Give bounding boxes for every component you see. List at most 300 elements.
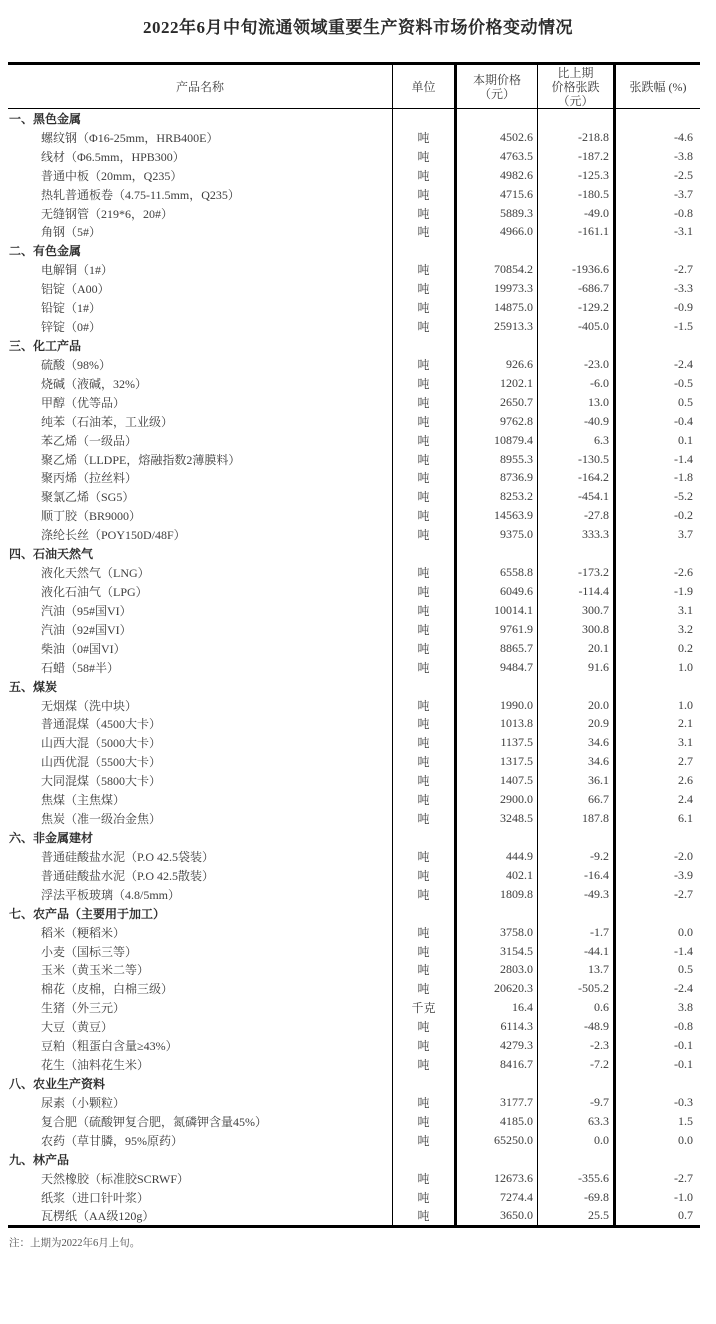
price-cell: 2900.0	[457, 790, 538, 809]
price-cell: 4982.6	[457, 166, 538, 185]
pct-cell: 0.1	[678, 432, 693, 447]
product-name-cell: 聚丙烯（拉丝料）	[8, 469, 393, 488]
product-name-cell: 普通硅酸盐水泥（P.O 42.5袋装）	[8, 847, 393, 866]
change-cell: -49.0	[538, 204, 616, 223]
change-cell: -454.1	[538, 487, 616, 506]
unit-cell: 吨	[393, 1131, 457, 1150]
unit-cell: 吨	[393, 1055, 457, 1074]
change-cell: -505.2	[538, 979, 616, 998]
change-cell: -44.1	[538, 942, 616, 961]
table-row	[8, 279, 700, 298]
unit-cell: 吨	[393, 1188, 457, 1207]
unit-cell: 千克	[393, 998, 457, 1017]
change-cell: 25.5	[538, 1206, 616, 1225]
table-row	[8, 1093, 700, 1112]
footnote: 注：上期为2022年6月上旬。	[9, 1238, 141, 1250]
change-cell: 34.6	[538, 733, 616, 752]
unit-cell: 吨	[393, 185, 457, 204]
product-name-cell: 聚氯乙烯（SG5）	[8, 487, 393, 506]
price-cell: 9484.7	[457, 658, 538, 677]
price-cell: 65250.0	[457, 1131, 538, 1150]
table-row	[8, 374, 700, 393]
unit-cell	[393, 109, 457, 128]
product-name-cell: 角钢（5#）	[8, 223, 393, 242]
price-cell	[457, 677, 538, 696]
pct-cell	[616, 1150, 700, 1169]
pct-cell: 1.0	[678, 697, 693, 712]
pct-cell: -0.1	[674, 1038, 693, 1053]
price-cell: 9375.0	[457, 525, 538, 544]
unit-cell: 吨	[393, 412, 457, 431]
unit-cell: 吨	[393, 885, 457, 904]
product-name-cell: 甲醇（优等品）	[8, 393, 393, 412]
price-cell: 8253.2	[457, 487, 538, 506]
unit-cell	[393, 1150, 457, 1169]
price-cell: 4715.6	[457, 185, 538, 204]
product-name-cell: 浮法平板玻璃（4.8/5mm）	[8, 885, 393, 904]
product-name-cell: 苯乙烯（一级品）	[8, 431, 393, 450]
change-cell: 300.7	[538, 601, 616, 620]
col-header-change-line3: （元）	[557, 93, 594, 108]
product-name-cell: 纸浆（进口针叶浆）	[8, 1188, 393, 1207]
pct-cell: -1.4	[674, 943, 693, 958]
pct-cell: 6.1	[678, 811, 693, 826]
table-row	[8, 450, 700, 469]
price-cell	[457, 544, 538, 563]
section-row	[8, 1150, 700, 1169]
product-name-cell: 普通中板（20mm，Q235）	[8, 166, 393, 185]
price-cell: 6558.8	[457, 563, 538, 582]
table-row	[8, 355, 700, 374]
price-cell: 14563.9	[457, 506, 538, 525]
product-name-cell: 棉花（皮棉，白棉三级）	[8, 979, 393, 998]
product-name-cell: 石蜡（58#半）	[8, 658, 393, 677]
product-name-cell: 聚乙烯（LLDPE，熔融指数2薄膜料）	[8, 450, 393, 469]
price-cell: 402.1	[457, 866, 538, 885]
unit-cell: 吨	[393, 166, 457, 185]
pct-cell: -3.8	[674, 148, 693, 163]
pct-cell	[616, 828, 700, 847]
change-cell: -1.7	[538, 923, 616, 942]
table-row	[8, 696, 700, 715]
price-cell	[457, 109, 538, 128]
table-row	[8, 204, 700, 223]
unit-cell: 吨	[393, 355, 457, 374]
change-cell	[538, 904, 616, 923]
price-cell: 7274.4	[457, 1188, 538, 1207]
unit-cell: 吨	[393, 866, 457, 885]
price-cell: 3758.0	[457, 923, 538, 942]
change-cell	[538, 828, 616, 847]
unit-cell: 吨	[393, 298, 457, 317]
unit-cell	[393, 544, 457, 563]
table-row	[8, 771, 700, 790]
pct-cell: 3.8	[678, 1000, 693, 1015]
pct-cell: -2.7	[674, 1170, 693, 1185]
product-name-cell: 山西优混（5500大卡）	[8, 752, 393, 771]
price-table	[8, 62, 700, 1228]
unit-cell: 吨	[393, 487, 457, 506]
price-cell: 8955.3	[457, 450, 538, 469]
change-cell: -187.2	[538, 147, 616, 166]
table-row	[8, 998, 700, 1017]
section-title-cell: 一、黑色金属	[8, 109, 393, 128]
table-row	[8, 1036, 700, 1055]
change-cell: 66.7	[538, 790, 616, 809]
table-row	[8, 525, 700, 544]
price-cell: 3177.7	[457, 1093, 538, 1112]
pct-cell: -0.8	[674, 205, 693, 220]
unit-cell: 吨	[393, 260, 457, 279]
price-cell: 4502.6	[457, 128, 538, 147]
table-row	[8, 923, 700, 942]
table-row	[8, 715, 700, 734]
product-name-cell: 螺纹钢（Φ16-25mm，HRB400E）	[8, 128, 393, 147]
section-row	[8, 109, 700, 128]
col-header-price-line1: 本期价格	[472, 72, 521, 87]
pct-cell	[616, 904, 700, 923]
change-cell: -23.0	[538, 355, 616, 374]
unit-cell	[393, 828, 457, 847]
pct-cell: 1.0	[678, 659, 693, 674]
unit-cell: 吨	[393, 979, 457, 998]
table-row	[8, 506, 700, 525]
pct-cell: -0.9	[674, 300, 693, 315]
change-cell: -48.9	[538, 1017, 616, 1036]
table-row	[8, 260, 700, 279]
product-name-cell: 柴油（0#国VI）	[8, 639, 393, 658]
product-name-cell: 烧碱（液碱，32%）	[8, 374, 393, 393]
product-name-cell: 铅锭（1#）	[8, 298, 393, 317]
table-row	[8, 1206, 700, 1225]
product-name-cell: 焦煤（主焦煤）	[8, 790, 393, 809]
product-name-cell: 汽油（92#国VI）	[8, 620, 393, 639]
col-header-unit: 单位	[393, 65, 457, 108]
pct-cell: 1.5	[678, 1113, 693, 1128]
change-cell: 0.6	[538, 998, 616, 1017]
pct-cell: 2.7	[678, 754, 693, 769]
change-cell: -129.2	[538, 298, 616, 317]
price-cell: 14875.0	[457, 298, 538, 317]
price-cell: 3650.0	[457, 1206, 538, 1225]
pct-cell: 0.5	[678, 394, 693, 409]
price-cell: 12673.6	[457, 1169, 538, 1188]
pct-cell	[616, 241, 700, 260]
change-cell: -1936.6	[538, 260, 616, 279]
unit-cell: 吨	[393, 923, 457, 942]
product-name-cell: 铝锭（A00）	[8, 279, 393, 298]
change-cell: -130.5	[538, 450, 616, 469]
price-cell: 8736.9	[457, 469, 538, 488]
table-row	[8, 487, 700, 506]
pct-cell: 2.4	[678, 792, 693, 807]
price-cell: 4185.0	[457, 1112, 538, 1131]
price-cell	[457, 336, 538, 355]
change-cell: -2.3	[538, 1036, 616, 1055]
pct-cell: -0.2	[674, 508, 693, 523]
pct-cell: -1.9	[674, 584, 693, 598]
price-cell: 9762.8	[457, 412, 538, 431]
change-cell: -6.0	[538, 374, 616, 393]
unit-cell: 吨	[393, 204, 457, 223]
price-cell: 3154.5	[457, 942, 538, 961]
change-cell: 20.0	[538, 696, 616, 715]
change-cell: 0.0	[538, 1131, 616, 1150]
product-name-cell: 天然橡胶（标准胶SCRWF）	[8, 1169, 393, 1188]
price-cell: 1317.5	[457, 752, 538, 771]
price-cell: 6114.3	[457, 1017, 538, 1036]
product-name-cell: 涤纶长丝（POY150D/48F）	[8, 525, 393, 544]
pct-cell: 3.1	[678, 602, 693, 617]
pct-cell	[616, 1074, 700, 1093]
unit-cell: 吨	[393, 147, 457, 166]
change-cell: 187.8	[538, 809, 616, 828]
table-row	[8, 752, 700, 771]
unit-cell: 吨	[393, 658, 457, 677]
price-cell	[457, 828, 538, 847]
pct-cell	[616, 109, 700, 128]
change-cell: -161.1	[538, 223, 616, 242]
table-row	[8, 469, 700, 488]
price-cell: 1202.1	[457, 374, 538, 393]
product-name-cell: 液化石油气（LPG）	[8, 582, 393, 601]
change-cell: 13.7	[538, 960, 616, 979]
table-row	[8, 431, 700, 450]
pct-cell: 0.0	[678, 1132, 693, 1147]
product-name-cell: 顺丁胶（BR9000）	[8, 506, 393, 525]
change-cell: -405.0	[538, 317, 616, 336]
price-cell: 70854.2	[457, 260, 538, 279]
product-name-cell: 稻米（粳稻米）	[8, 923, 393, 942]
price-cell: 4763.5	[457, 147, 538, 166]
price-cell: 25913.3	[457, 317, 538, 336]
product-name-cell: 豆粕（粗蛋白含量≥43%）	[8, 1036, 393, 1055]
table-row	[8, 317, 700, 336]
change-cell	[538, 336, 616, 355]
pct-cell: -0.8	[674, 1019, 693, 1034]
unit-cell: 吨	[393, 601, 457, 620]
price-cell	[457, 904, 538, 923]
unit-cell: 吨	[393, 1206, 457, 1225]
change-cell: 20.1	[538, 639, 616, 658]
section-title-cell: 六、非金属建材	[8, 828, 393, 847]
product-name-cell: 山西大混（5000大卡）	[8, 733, 393, 752]
product-name-cell: 锌锭（0#）	[8, 317, 393, 336]
product-name-cell: 普通混煤（4500大卡）	[8, 715, 393, 734]
change-cell: 34.6	[538, 752, 616, 771]
change-cell: -180.5	[538, 185, 616, 204]
section-title-cell: 五、煤炭	[8, 677, 393, 696]
unit-cell: 吨	[393, 317, 457, 336]
change-cell	[538, 544, 616, 563]
price-cell: 1407.5	[457, 771, 538, 790]
unit-cell: 吨	[393, 506, 457, 525]
pct-cell: -2.7	[674, 886, 693, 901]
unit-cell: 吨	[393, 393, 457, 412]
price-cell: 1137.5	[457, 733, 538, 752]
section-title-cell: 八、农业生产资料	[8, 1074, 393, 1093]
table-row	[8, 601, 700, 620]
unit-cell: 吨	[393, 450, 457, 469]
pct-cell: -2.7	[674, 262, 693, 277]
change-cell	[538, 1150, 616, 1169]
price-cell: 2803.0	[457, 960, 538, 979]
unit-cell: 吨	[393, 582, 457, 601]
table-row	[8, 639, 700, 658]
change-cell: 300.8	[538, 620, 616, 639]
change-cell: -7.2	[538, 1055, 616, 1074]
pct-cell: -2.0	[674, 848, 693, 863]
price-cell	[457, 1074, 538, 1093]
pct-cell: -2.4	[674, 981, 693, 996]
change-cell: -69.8	[538, 1188, 616, 1207]
pct-cell: -0.3	[674, 1094, 693, 1109]
price-cell: 2650.7	[457, 393, 538, 412]
table-row	[8, 942, 700, 961]
unit-cell: 吨	[393, 790, 457, 809]
pct-cell: -1.4	[674, 451, 693, 466]
table-row	[8, 885, 700, 904]
table-row	[8, 298, 700, 317]
price-cell	[457, 1150, 538, 1169]
unit-cell	[393, 1074, 457, 1093]
section-row	[8, 904, 700, 923]
table-row	[8, 1131, 700, 1150]
table-row	[8, 563, 700, 582]
table-row	[8, 1188, 700, 1207]
change-cell	[538, 241, 616, 260]
section-title-cell: 四、石油天然气	[8, 544, 393, 563]
col-header-product: 产品名称	[8, 65, 393, 108]
price-cell: 8865.7	[457, 639, 538, 658]
col-header-change	[538, 65, 616, 108]
product-name-cell: 瓦楞纸（AA级120g）	[8, 1206, 393, 1225]
price-cell: 16.4	[457, 998, 538, 1017]
change-cell: -125.3	[538, 166, 616, 185]
pct-cell: 0.0	[678, 924, 693, 939]
product-name-cell: 大豆（黄豆）	[8, 1017, 393, 1036]
price-cell: 10879.4	[457, 431, 538, 450]
pct-cell: 3.7	[678, 527, 693, 542]
unit-cell	[393, 241, 457, 260]
unit-cell: 吨	[393, 374, 457, 393]
pct-cell	[616, 544, 700, 563]
change-cell	[538, 109, 616, 128]
table-row	[8, 790, 700, 809]
price-cell: 926.6	[457, 355, 538, 374]
change-cell: -40.9	[538, 412, 616, 431]
table-body	[8, 109, 700, 1228]
change-cell: 63.3	[538, 1112, 616, 1131]
change-cell: -16.4	[538, 866, 616, 885]
price-cell: 3248.5	[457, 809, 538, 828]
pct-cell: 2.1	[678, 716, 693, 731]
table-row	[8, 658, 700, 677]
table-row	[8, 960, 700, 979]
unit-cell: 吨	[393, 960, 457, 979]
price-cell: 10014.1	[457, 601, 538, 620]
change-cell: 13.0	[538, 393, 616, 412]
change-cell: -686.7	[538, 279, 616, 298]
unit-cell: 吨	[393, 752, 457, 771]
table-row	[8, 582, 700, 601]
unit-cell: 吨	[393, 1169, 457, 1188]
price-cell: 1809.8	[457, 885, 538, 904]
unit-cell: 吨	[393, 696, 457, 715]
section-title-cell: 七、农产品（主要用于加工）	[8, 904, 393, 923]
price-cell: 20620.3	[457, 979, 538, 998]
pct-cell: -5.2	[674, 489, 693, 504]
table-row	[8, 847, 700, 866]
section-row	[8, 544, 700, 563]
price-cell: 4279.3	[457, 1036, 538, 1055]
product-name-cell: 农药（草甘膦，95%原药）	[8, 1131, 393, 1150]
table-row	[8, 1169, 700, 1188]
unit-cell: 吨	[393, 620, 457, 639]
product-name-cell: 线材（Φ6.5mm，HPB300）	[8, 147, 393, 166]
table-row	[8, 166, 700, 185]
unit-cell: 吨	[393, 1017, 457, 1036]
col-header-change-line1: 比上期	[557, 65, 594, 80]
pct-cell: -4.6	[674, 129, 693, 144]
unit-cell: 吨	[393, 1036, 457, 1055]
table-row	[8, 128, 700, 147]
unit-cell: 吨	[393, 525, 457, 544]
pct-cell: 0.7	[678, 1208, 693, 1223]
unit-cell: 吨	[393, 771, 457, 790]
change-cell: 6.3	[538, 431, 616, 450]
change-cell: 20.9	[538, 715, 616, 734]
unit-cell: 吨	[393, 639, 457, 658]
change-cell: -164.2	[538, 469, 616, 488]
product-name-cell: 无缝钢管（219*6，20#）	[8, 204, 393, 223]
page-title: 2022年6月中旬流通领域重要生产资料市场价格变动情况	[143, 18, 573, 37]
pct-cell	[616, 336, 700, 355]
pct-cell: -2.4	[674, 356, 693, 371]
table-row	[8, 1112, 700, 1131]
pct-cell: -1.0	[674, 1189, 693, 1204]
product-name-cell: 普通硅酸盐水泥（P.O 42.5散装）	[8, 866, 393, 885]
section-row	[8, 336, 700, 355]
pct-cell: 2.6	[678, 773, 693, 788]
unit-cell: 吨	[393, 733, 457, 752]
product-name-cell: 花生（油料花生米）	[8, 1055, 393, 1074]
pct-cell: -3.1	[674, 224, 693, 239]
table-row	[8, 412, 700, 431]
price-cell: 19973.3	[457, 279, 538, 298]
price-cell: 8416.7	[457, 1055, 538, 1074]
unit-cell: 吨	[393, 431, 457, 450]
section-row	[8, 1074, 700, 1093]
pct-cell: -2.6	[674, 565, 693, 580]
table-row	[8, 185, 700, 204]
product-name-cell: 玉米（黄玉米二等）	[8, 960, 393, 979]
pct-cell: -1.8	[674, 470, 693, 485]
product-name-cell: 液化天然气（LNG）	[8, 563, 393, 582]
price-cell: 6049.6	[457, 582, 538, 601]
price-cell: 444.9	[457, 847, 538, 866]
pct-cell: -3.3	[674, 281, 693, 296]
table-row	[8, 809, 700, 828]
change-cell: 91.6	[538, 658, 616, 677]
price-cell: 1990.0	[457, 696, 538, 715]
unit-cell: 吨	[393, 279, 457, 298]
table-row	[8, 866, 700, 885]
table-row	[8, 733, 700, 752]
section-row	[8, 677, 700, 696]
table-row	[8, 1017, 700, 1036]
unit-cell: 吨	[393, 809, 457, 828]
